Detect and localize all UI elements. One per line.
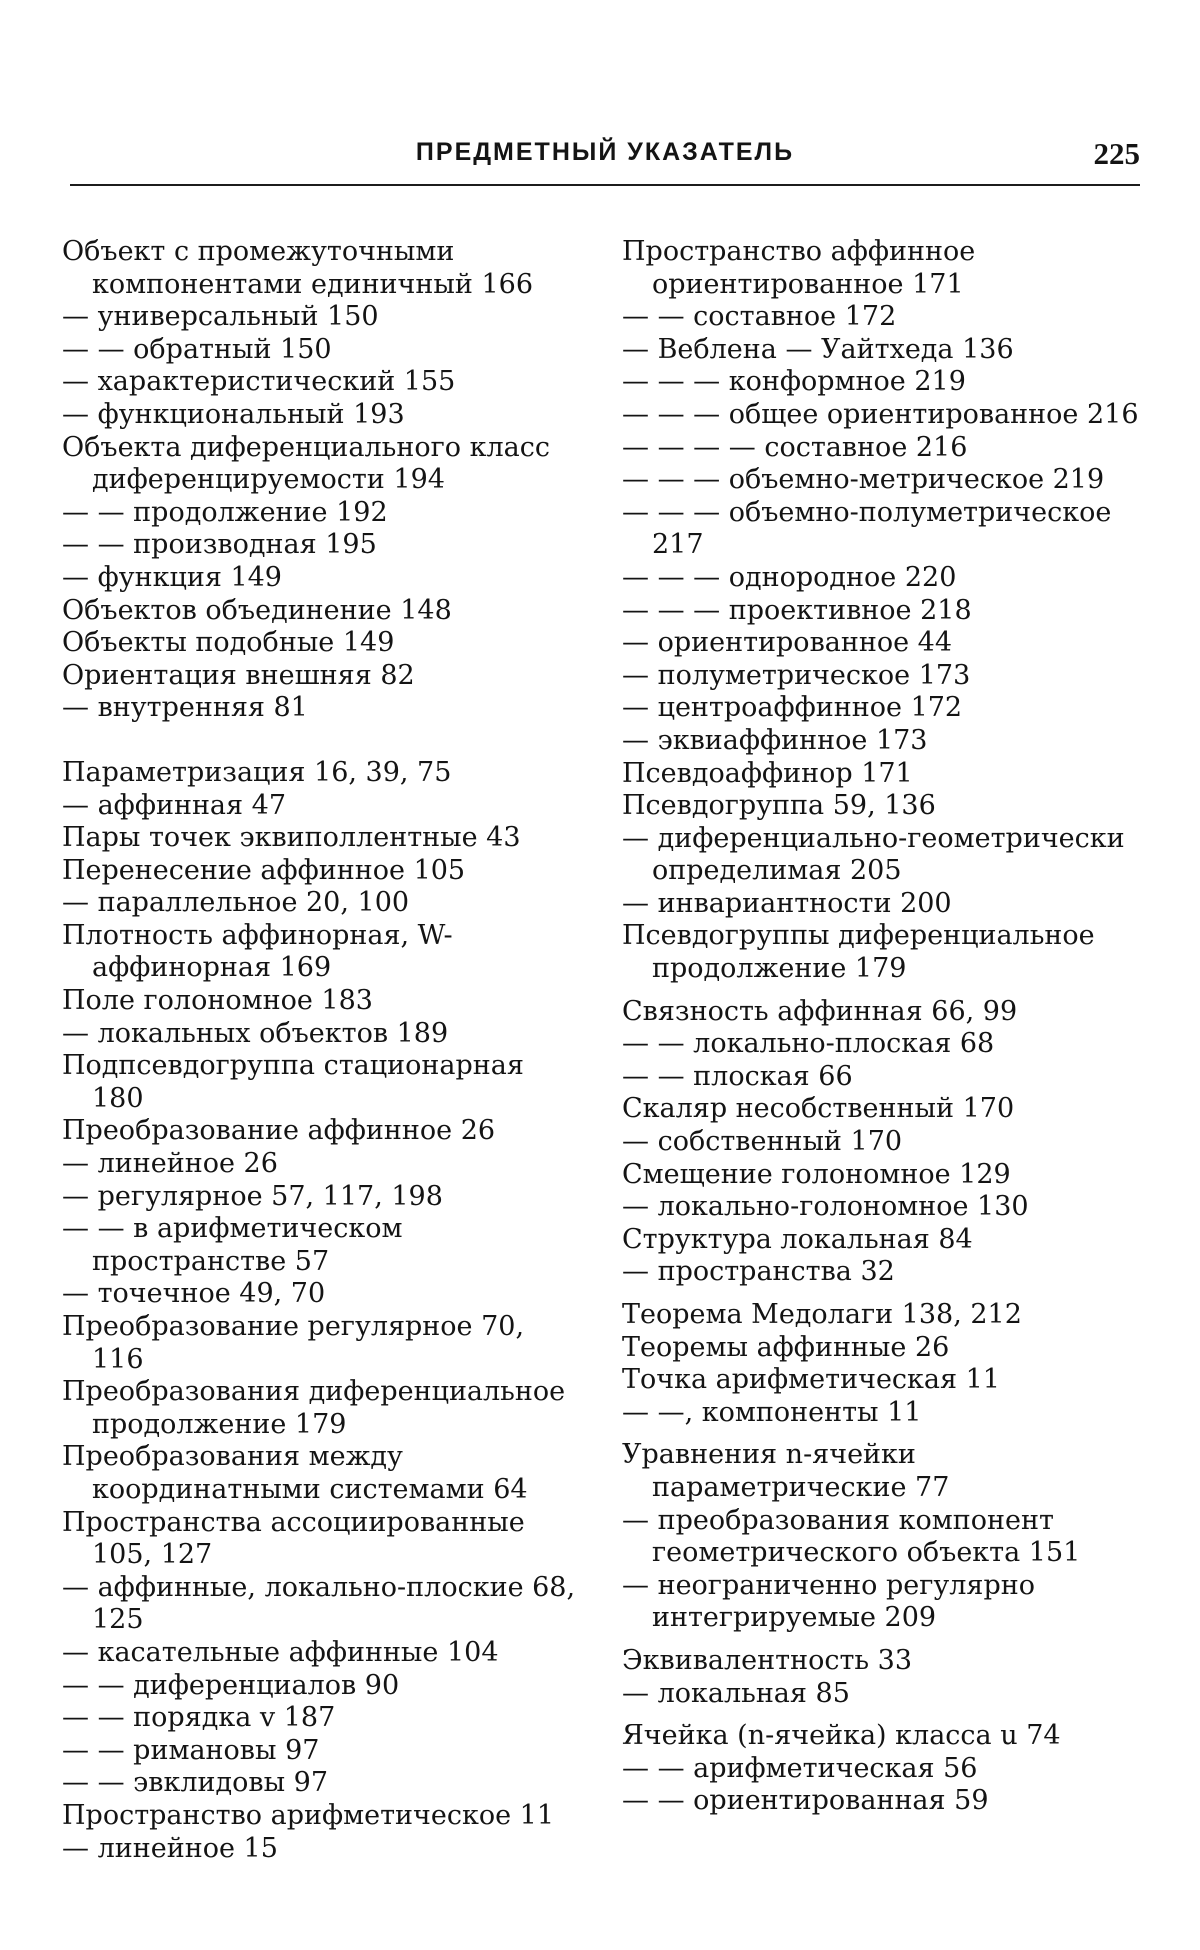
index-entry: Плотность аффинорная, W-аффинорная 169 — [62, 919, 453, 984]
index-entry: — — плоская 66 — [622, 1060, 853, 1092]
index-entry: Структура локальная 84 — [622, 1223, 973, 1255]
index-entry: — параллельное 20, 100 — [62, 887, 410, 919]
index-entry: — универсальный 150 — [62, 301, 379, 333]
index-entry: Смещение голономное 129 — [622, 1158, 1011, 1190]
index-entry: — диференциально-геометрически определимая 205 — [622, 822, 1134, 887]
index-entry: — Веблена — Уайтхеда 136 — [622, 333, 1014, 365]
index-entry: Теоремы аффинные 26 — [622, 1331, 950, 1363]
index-entry: — — — однородное 220 — [622, 561, 957, 593]
index-entry: Преобразования между координатными системами 64 — [62, 1441, 528, 1505]
index-entry: — линейное 26 — [62, 1148, 278, 1180]
index-entry: Точка арифметическая 11 — [622, 1364, 1000, 1396]
index-column-right — [622, 236, 1140, 1818]
index-entry: Пары точек эквиполлентные 43 — [62, 822, 521, 854]
index-entry: — внутренняя 81 — [62, 692, 308, 724]
index-entry: Теорема Медолаги 138, 212 — [622, 1299, 1022, 1330]
index-entry: — ориентированное 44 — [622, 627, 953, 659]
index-entry: — касательные аффинные 104 — [62, 1636, 499, 1668]
index-entry: — неограниченно регулярно интегрируемые 209 — [622, 1569, 1044, 1634]
index-entry: — — составное 172 — [622, 301, 897, 333]
index-entry: — регулярное 57, 117, 198 — [62, 1180, 443, 1212]
index-entry: Объекты подобные 149 — [62, 627, 395, 659]
index-entry: Пространства ассоциированные 105, 127 — [62, 1506, 534, 1571]
index-column-left — [62, 236, 582, 1865]
index-entry: Скаляр несобственный 170 — [622, 1093, 1015, 1125]
index-entry: Связность аффинная 66, 99 — [622, 995, 1018, 1027]
running-head — [70, 138, 1140, 178]
index-entry: Объекта диференциального класс диференцируемости 194 — [62, 431, 559, 496]
index-entry: — — производная 195 — [62, 529, 377, 561]
index-entry: — локально-голономное 130 — [622, 1191, 1029, 1223]
index-entry: Поле голономное 183 — [62, 985, 373, 1017]
index-entry: — —, компоненты 11 — [622, 1396, 922, 1428]
index-entry: — линейное 15 — [62, 1832, 278, 1864]
index-entry: Уравнения n-ячейки параметрические 77 — [622, 1439, 950, 1503]
index-entry: — — в арифметическом пространстве 57 — [62, 1213, 412, 1277]
index-entry: Ориентация внешняя 82 — [62, 659, 415, 691]
index-entry: — — продолжение 192 — [62, 496, 388, 528]
index-entry: Преобразование регулярное 70, 116 — [62, 1311, 533, 1375]
index-entry: — полуметрическое 173 — [622, 659, 971, 691]
index-entry: — характеристический 155 — [62, 366, 456, 398]
index-entry: Преобразования диференциальное продолжение 179 — [62, 1376, 574, 1440]
index-entry: — локальных объектов 189 — [62, 1017, 449, 1049]
index-entry: — функция 149 — [62, 561, 282, 593]
index-entry: Пространство аффинное ориентированное 171 — [622, 236, 984, 300]
index-entry: — точечное 49, 70 — [62, 1278, 326, 1310]
header-rule — [70, 184, 1140, 186]
index-entry: Подпсевдогруппа стационарная 180 — [62, 1050, 533, 1114]
index-entry: Ячейка (n-ячейка) класса u 74 — [622, 1720, 1061, 1752]
index-entry: — — — — составное 216 — [622, 431, 968, 463]
index-entry: — — порядка v 187 — [62, 1702, 336, 1734]
index-entry: Псевдогруппы диференциальное продолжение 179 — [622, 920, 1104, 985]
index-entry: Пространство арифметическое 11 — [62, 1799, 555, 1831]
index-entry: — преобразования компонент геометрического объекта 151 — [622, 1504, 1081, 1569]
page-number: 225 — [1093, 136, 1140, 171]
index-entry: Псевдоаффинор 171 — [622, 757, 913, 789]
index-entry: Преобразование аффинное 26 — [62, 1115, 496, 1147]
index-entry: — локальная 85 — [622, 1677, 850, 1709]
index-entry: Эквивалентность 33 — [622, 1644, 913, 1676]
index-entry: Параметризация 16, 39, 75 — [62, 756, 452, 788]
index-entry: — центроаффинное 172 — [622, 692, 963, 724]
index-entry: — — диференциалов 90 — [62, 1669, 400, 1701]
index-entry: — собственный 170 — [622, 1126, 903, 1158]
index-entry: — — — общее ориентированное 216 — [622, 398, 1139, 430]
index-entry: — — локально-плоская 68 — [622, 1028, 995, 1060]
index-entry: — эквиаффинное 173 — [622, 724, 928, 756]
index-entry: Объектов объединение 148 — [62, 594, 452, 626]
index-entry: — — обратный 150 — [62, 333, 332, 365]
running-title: ПРЕДМЕТНЫЙ УКАЗАТЕЛЬ — [415, 138, 795, 166]
index-entry: — аффинные, локально-плоские 68, 125 — [62, 1571, 584, 1636]
index-entry: — — эвклидовы 97 — [62, 1767, 329, 1799]
index-entry: — — римановы 97 — [62, 1734, 320, 1766]
index-entry: Перенесение аффинное 105 — [62, 854, 466, 886]
index-entry: — — — проективное 218 — [622, 594, 972, 626]
index-entry: — — — конформное 219 — [622, 366, 966, 398]
index-entry: Псевдогруппа 59, 136 — [622, 790, 936, 822]
index-entry: — функциональный 193 — [62, 398, 405, 430]
index-entry: — аффинная 47 — [62, 789, 287, 821]
index-entry: — — ориентированная 59 — [622, 1785, 989, 1817]
index-entry: — инвариантности 200 — [622, 887, 952, 919]
index-entry: — — — объемно-полуметрическое 217 — [622, 496, 1120, 561]
index-entry: — — арифметическая 56 — [622, 1752, 978, 1784]
index-entry: — — — объемно-метрическое 219 — [622, 464, 1105, 496]
index-entry: Объект с промежуточными компонентами единичный 166 — [62, 236, 534, 300]
index-entry: — пространства 32 — [622, 1256, 895, 1288]
